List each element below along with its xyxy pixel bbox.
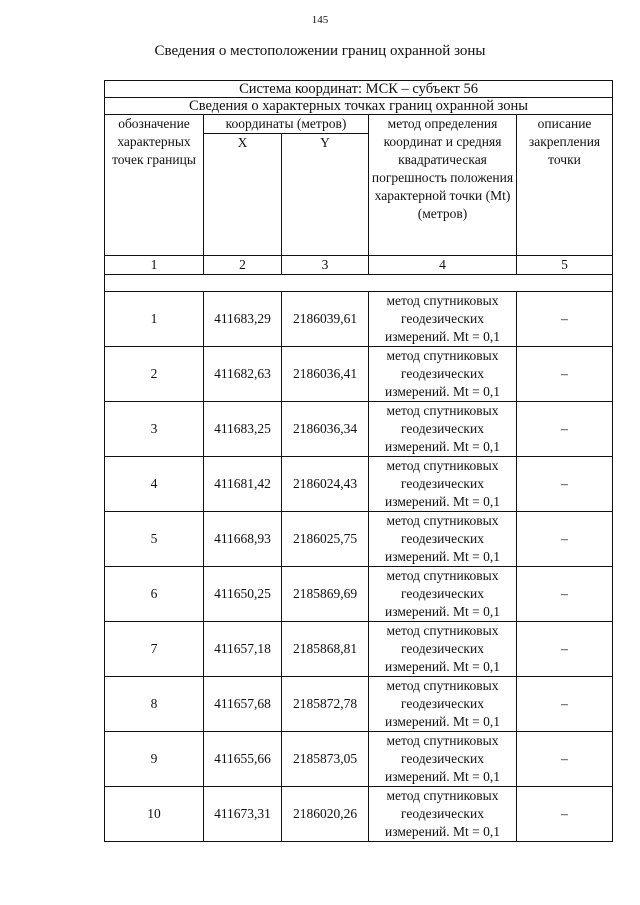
point-x: 411682,63 bbox=[204, 347, 282, 402]
table-row bbox=[105, 292, 613, 347]
point-x: 411650,25 bbox=[204, 567, 282, 622]
table-row bbox=[105, 402, 613, 457]
point-method: метод спутниковых геодезических измерений. Mt = 0,1 bbox=[369, 402, 517, 457]
point-x: 411655,66 bbox=[204, 732, 282, 787]
coordinate-system-header: Система координат: МСК – субъект 56 bbox=[105, 81, 613, 98]
boundary-points-table bbox=[104, 80, 613, 842]
point-x: 411681,42 bbox=[204, 457, 282, 512]
point-y: 2186024,43 bbox=[282, 457, 369, 512]
point-description: – bbox=[517, 402, 613, 457]
points-section-header: Сведения о характерных точках границ охранной зоны bbox=[105, 98, 613, 115]
point-description: – bbox=[517, 622, 613, 677]
point-method: метод спутниковых геодезических измерений. Mt = 0,1 bbox=[369, 677, 517, 732]
column-number: 2 bbox=[204, 256, 282, 275]
point-description: – bbox=[517, 677, 613, 732]
table-row bbox=[105, 512, 613, 567]
point-id: 10 bbox=[105, 787, 204, 842]
point-description: – bbox=[517, 732, 613, 787]
point-y: 2185869,69 bbox=[282, 567, 369, 622]
point-id: 6 bbox=[105, 567, 204, 622]
point-x: 411683,25 bbox=[204, 402, 282, 457]
table-row bbox=[105, 787, 613, 842]
point-y: 2186036,34 bbox=[282, 402, 369, 457]
table-row bbox=[105, 457, 613, 512]
point-id: 2 bbox=[105, 347, 204, 402]
empty-row bbox=[105, 275, 613, 292]
column-number: 4 bbox=[369, 256, 517, 275]
point-id: 8 bbox=[105, 677, 204, 732]
spacer-row bbox=[105, 275, 613, 292]
header-description: описание закрепления точки bbox=[517, 115, 613, 256]
point-x: 411657,68 bbox=[204, 677, 282, 732]
column-number: 3 bbox=[282, 256, 369, 275]
point-y: 2186020,26 bbox=[282, 787, 369, 842]
point-x: 411673,31 bbox=[204, 787, 282, 842]
point-x: 411668,93 bbox=[204, 512, 282, 567]
table-row bbox=[105, 622, 613, 677]
point-id: 4 bbox=[105, 457, 204, 512]
point-id: 5 bbox=[105, 512, 204, 567]
point-method: метод спутниковых геодезических измерений. Mt = 0,1 bbox=[369, 457, 517, 512]
point-description: – bbox=[517, 512, 613, 567]
point-method: метод спутниковых геодезических измерений. Mt = 0,1 bbox=[369, 787, 517, 842]
header-y: Y bbox=[282, 134, 369, 256]
page-number: 145 bbox=[311, 14, 329, 26]
point-id: 9 bbox=[105, 732, 204, 787]
point-y: 2186039,61 bbox=[282, 292, 369, 347]
header-designation: обозначение характерных точек границы bbox=[105, 115, 204, 256]
point-method: метод спутниковых геодезических измерений. Mt = 0,1 bbox=[369, 622, 517, 677]
point-description: – bbox=[517, 787, 613, 842]
point-y: 2186025,75 bbox=[282, 512, 369, 567]
point-method: метод спутниковых геодезических измерений. Mt = 0,1 bbox=[369, 292, 517, 347]
point-description: – bbox=[517, 567, 613, 622]
document-title: Сведения о местоположении границ охранной зоны bbox=[154, 43, 486, 59]
header-x: X bbox=[204, 134, 282, 256]
point-y: 2185868,81 bbox=[282, 622, 369, 677]
header-coordinates: координаты (метров) bbox=[204, 115, 369, 134]
column-number: 1 bbox=[105, 256, 204, 275]
point-method: метод спутниковых геодезических измерений. Mt = 0,1 bbox=[369, 512, 517, 567]
point-id: 7 bbox=[105, 622, 204, 677]
point-y: 2185872,78 bbox=[282, 677, 369, 732]
point-x: 411683,29 bbox=[204, 292, 282, 347]
table-row bbox=[105, 347, 613, 402]
point-method: метод спутниковых геодезических измерений. Mt = 0,1 bbox=[369, 567, 517, 622]
point-id: 3 bbox=[105, 402, 204, 457]
table-row bbox=[105, 732, 613, 787]
header-method: метод определения координат и средняя квадратическая погрешность положения характерной точки (Mt) (метров) bbox=[369, 115, 517, 256]
column-numbers-row bbox=[105, 256, 613, 275]
column-number: 5 bbox=[517, 256, 613, 275]
point-y: 2186036,41 bbox=[282, 347, 369, 402]
point-method: метод спутниковых геодезических измерений. Mt = 0,1 bbox=[369, 347, 517, 402]
point-method: метод спутниковых геодезических измерений. Mt = 0,1 bbox=[369, 732, 517, 787]
table-row bbox=[105, 677, 613, 732]
table-row bbox=[105, 567, 613, 622]
point-y: 2185873,05 bbox=[282, 732, 369, 787]
point-x: 411657,18 bbox=[204, 622, 282, 677]
point-description: – bbox=[517, 457, 613, 512]
point-description: – bbox=[517, 347, 613, 402]
point-id: 1 bbox=[105, 292, 204, 347]
point-description: – bbox=[517, 292, 613, 347]
